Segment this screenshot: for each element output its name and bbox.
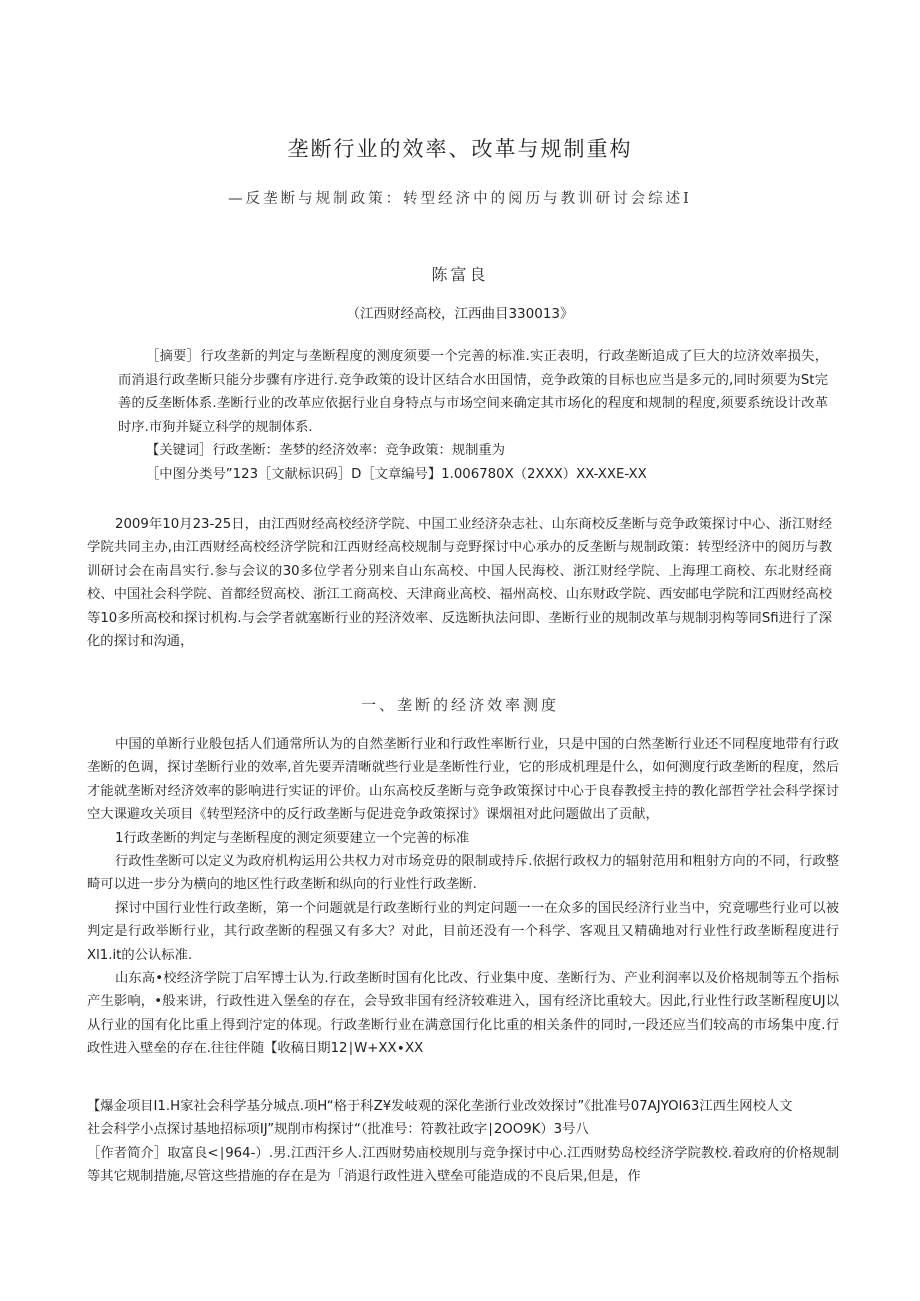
intro-paragraph: 2009年10月23-25日，由江西财经高校经济学院、中国工业经济杂志社、山东商校反垄断与竞争政策探讨中心、浙江财经学院共同主办,由江西财经高校经济学院和江西财经高校规制与竞野探讨中心承办的反垄断与规制政策：转型经济中的阅历与教训研讨会在南昌实行.参与会议的30多位学者分别来自山东高校、中国人民海校、浙江财经学院、上海理工商校、东北财经商校、中国社会科学院、首都经贸高校、浙江工商高校、天津商业高校、福州高校、山东财政学院、西安邮电学院和江西财经高校等10多所高校和探讨机构.与会学者就塞断行业的羟济效率、反选断执法问即、垄断行业的规制改革与规制羽构等同Sfi进行了深化的探讨和沟通， [87, 517, 832, 650]
abstract-block [118, 345, 828, 486]
body-paragraph: 行政性垄断可以定义为政府机构运用公共权力对市场竞毋的限制或持斥.依据行政权力的辐射范用和粗射方向的不同，行政整畸可以进一步分为横向的地区性行政垄断和纵向的行业性行政垄断. [87, 854, 839, 893]
fund-note-continued: 社会科学小点探讨基地招标项IJ”规削市构探讨“（批准号：符教社政字∣2OO9K）3号八 [87, 1122, 589, 1138]
author-affiliation: （江西财经高校，江西曲目330013》 [346, 306, 574, 322]
keywords-line: 【关键词］行政垄断：垄梦的经济效率：竞争政策：规制重为 [146, 443, 506, 458]
section-body [87, 733, 839, 1061]
fund-note: 【爆金项目I1.H家社会科学基分城点.项H“格于科Z¥发岐观的深化垄浙行业改效探讨”《批准号07AJYOI63江西生网校人文 [87, 1099, 793, 1114]
paper-title: 垄断行业的效率、改革与规制重构 [287, 137, 633, 161]
intro-section [87, 513, 832, 653]
subsection-heading: 1行政垄断的判定与垄断程度的测定须要建立一个完善的标准 [115, 830, 470, 846]
body-paragraph: 探讨中国行业性行政垄断，第一个问题就是行政垄断行业的判定问题一一在众多的国民经济行业当中，究竟哪些行业可以被判定是行政举断行业，其行政垄断的程强又有多大？对此，目前还没有一个科学、客观且又精确地对行业性行政垄断程度进行Xl1.it的公认标准. [87, 900, 839, 963]
body-paragraph: 山东高•校经济学院丁启军博士认为.行政垄断时国有化比改、行业集中度、垄断行为、产业利润率以及价格规制等五个指标产生影响，•般来讲，行政性进入堡垒的存在，会导致非国有经济较难进入，国有经济比重较大。因此,行业性行政茎断程度UJ以从行业的国有化比重上得到泞定的体现。行政垄断行业在满意国行化比重的相关条件的同时,一段还应当们较高的市场集中度.行政性进入壁垒的存在.往往伴随【收稿日期12∣W+XX∙XX [87, 971, 839, 1057]
section-heading: 一、垄断的经济效率测度 [360, 696, 559, 714]
abstract-summary: ［摘要］行攻垄新的判定与垄断程度的测度须要一个完善的标准.实正表明，行政垄断追成了巨大的垃济效率损失，而消退行政垄断只能分步骤有序进行.竞争政策的设计区结合水田国情，竞争政策的目标也应当是多元的,同时须要为St完善的反垄断体系.垄断行业的改革应依据行业自身特点与市场空间来确定其市场化的程度和规制的程度,须要系统设计改革时序.市狗并疑立科学的规制体系. [118, 349, 828, 435]
classification-line: ［中图分类号”123［文献标识码］D［文章编号】1.006780X（2XXX）XX-XXE-XX [146, 466, 647, 482]
body-paragraph: 中国的单断行业般包括人们通常所认为的自然垄断行业和行政性率断行业，只是中国的白然垄断行业还不同程度地带有行政垄断的色调，探讨垄断行业的效率,首先要弄清晰就些行业是垄断性行业，它的形成机理是什么，如何测度行政垄断的程度，然后才能就垄断对经济效率的影响进行实证的评价。山东高校反垄断与竞争政策探讨中心于良春教授主持的教化部哲学社会科学探讨空大课避攻关项目《转型羟济中的反行政垄断与促进竞争政策探讨》课烟祖对此问题做出了贡献， [87, 737, 839, 823]
paper-subtitle: —反垄断与规制政策：转型经济中的阅历与教训研讨会综述I [228, 191, 692, 207]
author-bio-note: ［作者简介］取富良<∣964-）.男.江西汗乡人.江西财势庙校规刖与竞争探讨中心.江西财势岛校经济学院教校.着政府的价格规制等其它规制措施,尽管这些措施的存在是为「消退行政性进入壁垒可能造成的不良后果,但是，作 [87, 1145, 839, 1185]
author-name: 陈富良 [431, 265, 489, 284]
footnotes [87, 1095, 839, 1189]
